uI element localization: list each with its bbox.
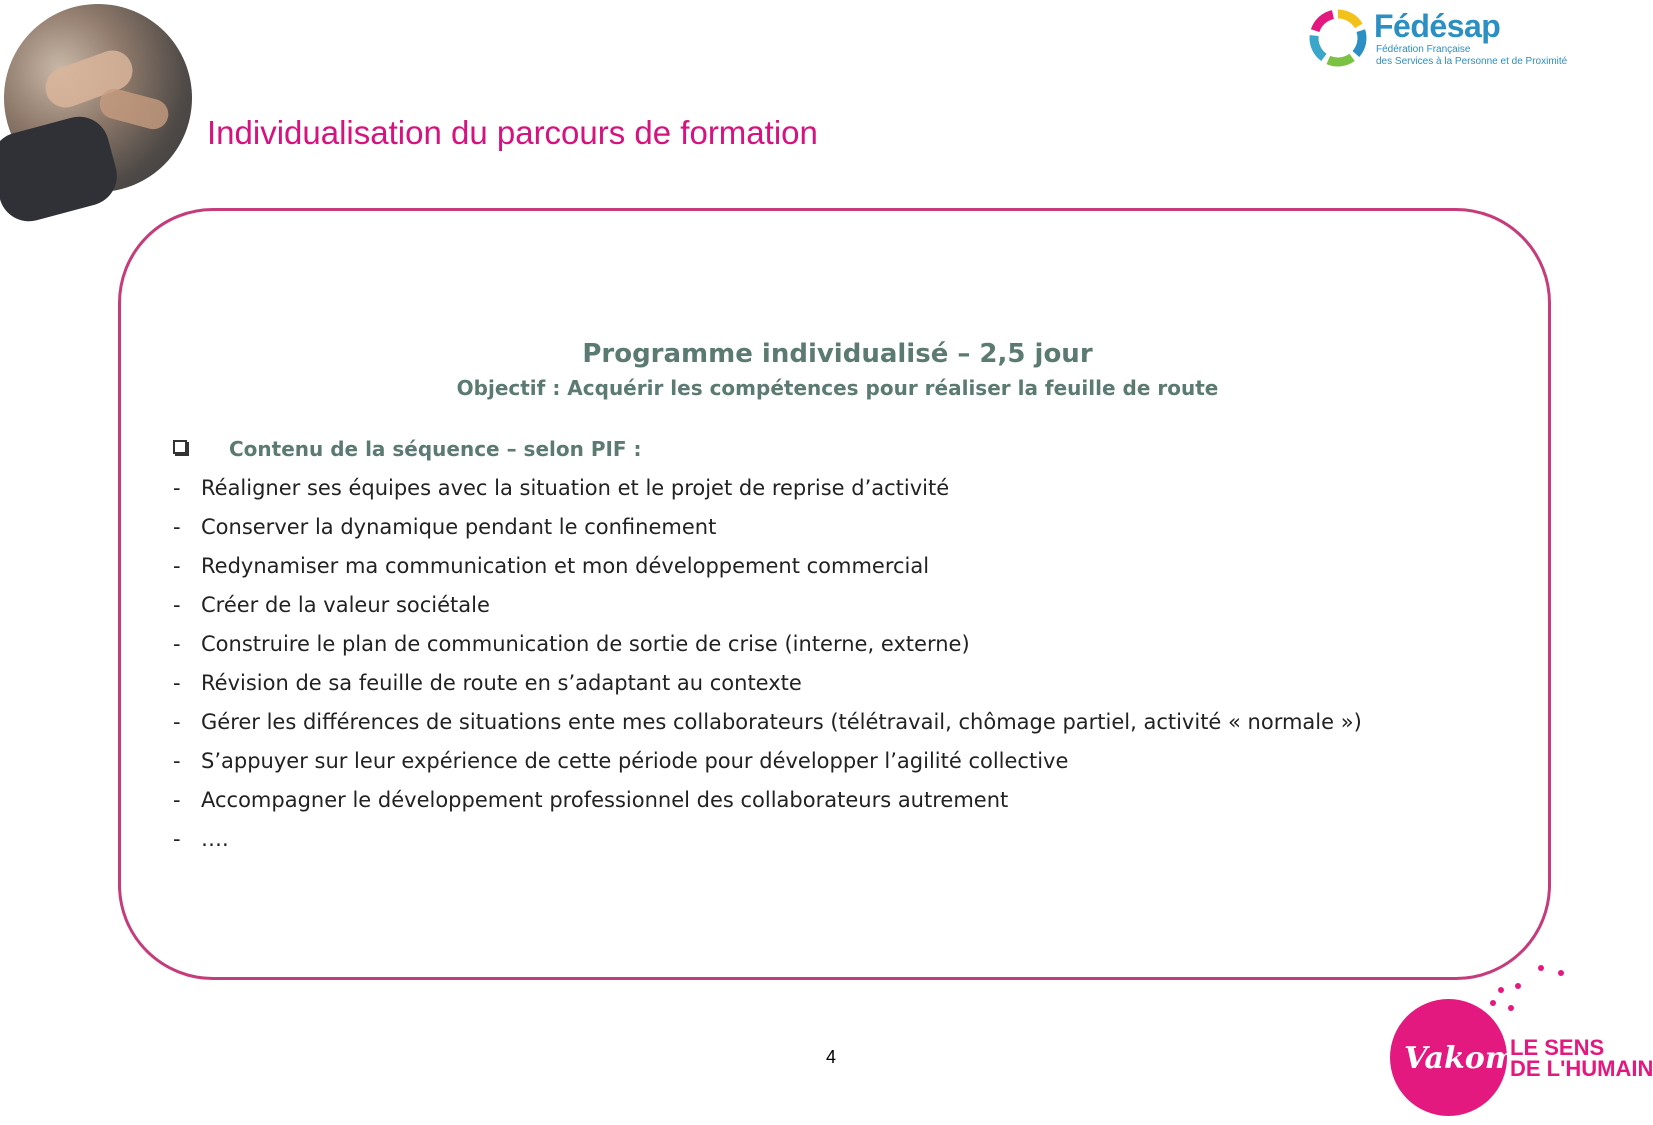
vakom-logo: [1390, 955, 1653, 1125]
vakom-tagline-2: DE L'HUMAIN: [1510, 1056, 1653, 1081]
page-title: Individualisation du parcours de formation: [207, 114, 818, 151]
fedesap-subtitle-2: des Services à la Personne et de Proximité: [1376, 56, 1568, 67]
list-item-text: Gérer les différences de situations ente mes collaborateurs (télétravail, chômage partiel, activité « normale »): [201, 710, 1362, 734]
list-bullet: -: [173, 593, 181, 617]
list-item-text: Conserver la dynamique pendant le confinement: [201, 515, 717, 539]
header-photo: [4, 4, 192, 192]
list-bullet: -: [173, 827, 181, 851]
section-label: Contenu de la séquence – selon PIF :: [229, 437, 642, 461]
list-item-text: Créer de la valeur sociétale: [201, 593, 490, 617]
list-bullet: -: [173, 710, 181, 734]
fedesap-subtitle-1: Fédération Française: [1376, 44, 1471, 55]
list-bullet: -: [173, 749, 181, 773]
page-number: 4: [826, 1047, 837, 1067]
programme-box: [118, 208, 1551, 980]
fedesap-name: Fédésap: [1374, 8, 1501, 44]
list-bullet: -: [173, 632, 181, 656]
programme-title: Programme individualisé – 2,5 jour: [582, 339, 1093, 369]
fedesap-logo: [1310, 6, 1568, 70]
list-bullet: -: [173, 476, 181, 500]
list-bullet: -: [173, 671, 181, 695]
fedesap-star-icon: [1310, 10, 1366, 66]
list-item-text: Construire le plan de communication de sortie de crise (interne, externe): [201, 632, 970, 656]
list-item-text: Redynamiser ma communication et mon développement commercial: [201, 554, 930, 578]
list-item-text: ….: [201, 827, 229, 851]
list-item-text: S’appuyer sur leur expérience de cette période pour développer l’agilité collective: [201, 749, 1069, 773]
list-item-text: Révision de sa feuille de route en s’adaptant au contexte: [201, 671, 802, 695]
vakom-name: Vakom: [1404, 1041, 1517, 1076]
vakom-tagline-1: LE SENS: [1510, 1035, 1605, 1060]
list-bullet: -: [173, 554, 181, 578]
checkbox-bullet-icon: [173, 440, 187, 454]
programme-objective: Objectif : Acquérir les compétences pour réaliser la feuille de route: [456, 376, 1219, 400]
list-bullet: -: [173, 515, 181, 539]
list-bullet: -: [173, 788, 181, 812]
list-item-text: Accompagner le développement professionnel des collaborateurs autrement: [201, 788, 1009, 812]
list-item-text: Réaligner ses équipes avec la situation et le projet de reprise d’activité: [201, 476, 950, 500]
